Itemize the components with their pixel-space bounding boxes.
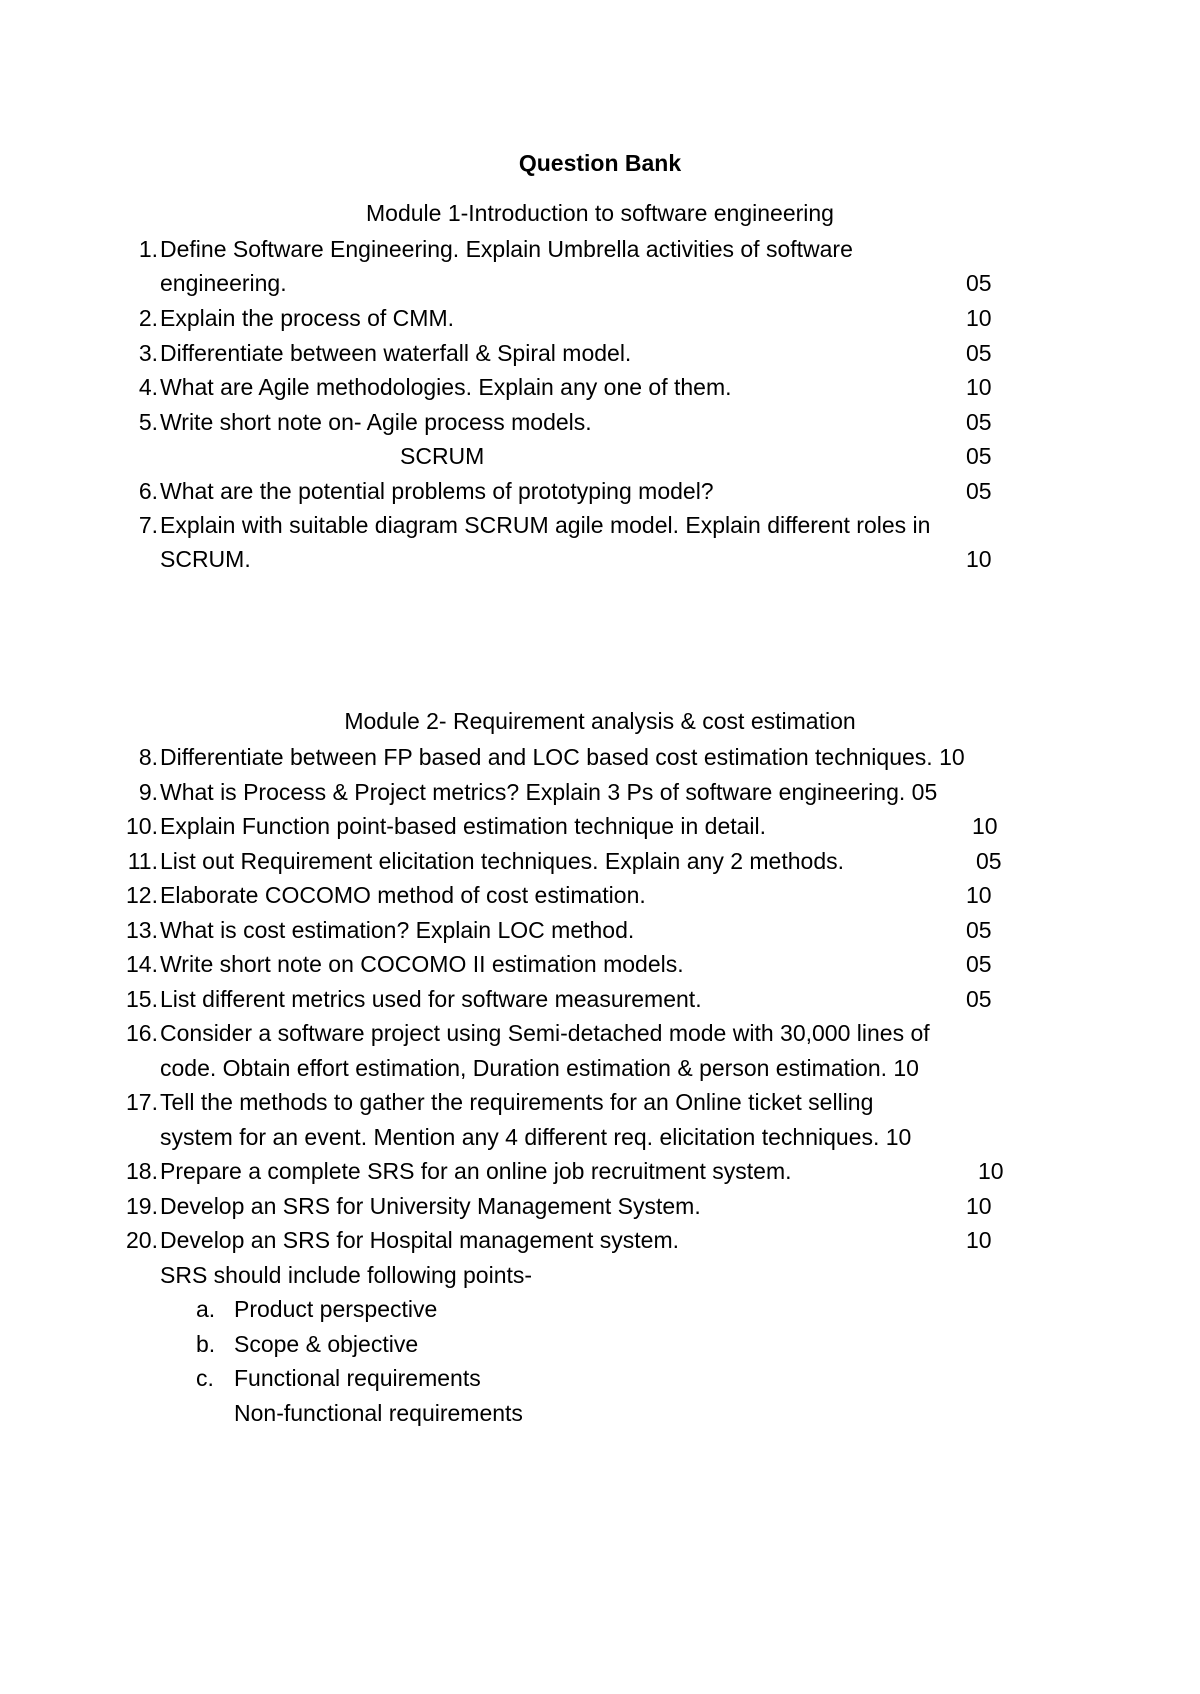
question-17 bbox=[0, 1085, 1200, 1119]
question-marks: 10 bbox=[966, 882, 992, 908]
question-8 bbox=[0, 740, 1200, 774]
question-7-continued bbox=[0, 542, 1200, 576]
question-marks: 05 bbox=[966, 409, 992, 435]
question-text: Define Software Engineering. Explain Umbrella activities of software bbox=[160, 236, 853, 262]
question-18 bbox=[0, 1154, 1200, 1188]
question-marks: 10 bbox=[966, 305, 992, 331]
question-text: Explain Function point-based estimation technique in detail. bbox=[160, 813, 767, 839]
question-20 bbox=[0, 1223, 1200, 1257]
question-text: Write short note on- Agile process models. bbox=[160, 409, 592, 435]
question-16-continued bbox=[0, 1051, 1200, 1085]
question-number: 15. bbox=[126, 986, 158, 1012]
question-1-continued bbox=[0, 266, 1200, 300]
srs-point-text: Functional requirements bbox=[234, 1365, 481, 1391]
question-text: Explain with suitable diagram SCRUM agile model. Explain different roles in bbox=[160, 512, 931, 538]
question-text: Differentiate between waterfall & Spiral model. bbox=[160, 340, 632, 366]
question-text-continued: code. Obtain effort estimation, Duration estimation & person estimation. 10 bbox=[160, 1055, 919, 1081]
question-number: 1. bbox=[138, 236, 158, 262]
question-4 bbox=[0, 370, 1200, 404]
question-number: 8. bbox=[138, 744, 158, 770]
module-2-heading: Module 2- Requirement analysis & cost estimation bbox=[344, 708, 856, 734]
question-text: What is cost estimation? Explain LOC method. bbox=[160, 917, 635, 943]
question-19 bbox=[0, 1189, 1200, 1223]
srs-point-letter: c. bbox=[196, 1365, 214, 1391]
question-number: 12. bbox=[126, 882, 158, 908]
question-14 bbox=[0, 947, 1200, 981]
srs-point-b bbox=[0, 1327, 1200, 1361]
page-title: Question Bank bbox=[518, 150, 682, 176]
question-subtopic: SCRUM bbox=[400, 443, 485, 469]
question-7 bbox=[0, 508, 1200, 542]
question-number: 18. bbox=[126, 1158, 158, 1184]
question-text: Consider a software project using Semi-detached mode with 30,000 lines of bbox=[160, 1020, 930, 1046]
question-marks: 05 bbox=[976, 848, 1002, 874]
question-marks: 05 bbox=[966, 951, 992, 977]
question-1 bbox=[0, 232, 1200, 266]
question-number: 7. bbox=[138, 512, 158, 538]
question-marks: 10 bbox=[966, 1227, 992, 1253]
question-number: 20. bbox=[126, 1227, 158, 1253]
srs-point-text: Product perspective bbox=[234, 1296, 438, 1322]
srs-point-letter: a. bbox=[196, 1296, 216, 1322]
question-number: 17. bbox=[126, 1089, 158, 1115]
question-text: List out Requirement elicitation techniques. Explain any 2 methods. bbox=[160, 848, 845, 874]
question-marks: 05 bbox=[966, 478, 992, 504]
question-marks: 10 bbox=[972, 813, 998, 839]
question-6 bbox=[0, 474, 1200, 508]
question-text: Develop an SRS for Hospital management system. bbox=[160, 1227, 680, 1253]
question-text: Develop an SRS for University Management System. bbox=[160, 1193, 701, 1219]
question-marks: 10 bbox=[966, 546, 992, 572]
srs-point-extra bbox=[0, 1396, 1200, 1430]
question-text: What are the potential problems of prototyping model? bbox=[160, 478, 714, 504]
question-text-continued: system for an event. Mention any 4 different req. elicitation techniques. 10 bbox=[160, 1124, 912, 1150]
question-9 bbox=[0, 775, 1200, 809]
question-number: 14. bbox=[126, 951, 158, 977]
question-text: Explain the process of CMM. bbox=[160, 305, 455, 331]
question-text: List different metrics used for software measurement. bbox=[160, 986, 702, 1012]
question-3 bbox=[0, 336, 1200, 370]
question-text: Tell the methods to gather the requirements for an Online ticket selling bbox=[160, 1089, 874, 1115]
question-marks: 10 bbox=[978, 1158, 1004, 1184]
question-number: 6. bbox=[138, 478, 158, 504]
srs-intro-text: SRS should include following points- bbox=[160, 1262, 533, 1288]
srs-point-text: Scope & objective bbox=[234, 1331, 419, 1357]
question-16 bbox=[0, 1016, 1200, 1050]
module-1-heading: Module 1-Introduction to software engineering bbox=[366, 200, 834, 226]
question-text: What is Process & Project metrics? Explain 3 Ps of software engineering. 05 bbox=[160, 779, 938, 805]
question-marks: 10 bbox=[966, 374, 992, 400]
question-text: What are Agile methodologies. Explain any one of them. bbox=[160, 374, 732, 400]
question-marks: 05 bbox=[966, 443, 992, 469]
srs-point-text: Non-functional requirements bbox=[234, 1400, 523, 1426]
question-number: 13. bbox=[126, 917, 158, 943]
srs-intro bbox=[0, 1258, 1200, 1292]
question-text: Prepare a complete SRS for an online job recruitment system. bbox=[160, 1158, 792, 1184]
question-number: 11. bbox=[127, 848, 158, 874]
question-number: 16. bbox=[126, 1020, 158, 1046]
question-text: Elaborate COCOMO method of cost estimation. bbox=[160, 882, 646, 908]
srs-point-letter: b. bbox=[196, 1331, 216, 1357]
question-13 bbox=[0, 913, 1200, 947]
question-number: 9. bbox=[138, 779, 158, 805]
question-marks: 05 bbox=[966, 986, 992, 1012]
question-number: 19. bbox=[126, 1193, 158, 1219]
question-text-continued: engineering. bbox=[160, 270, 287, 296]
srs-point-a bbox=[0, 1292, 1200, 1326]
question-number: 3. bbox=[138, 340, 158, 366]
question-12 bbox=[0, 878, 1200, 912]
question-11 bbox=[0, 844, 1200, 878]
question-15 bbox=[0, 982, 1200, 1016]
question-17-continued bbox=[0, 1120, 1200, 1154]
question-number: 4. bbox=[138, 374, 158, 400]
question-5-scrum bbox=[0, 439, 1200, 473]
question-marks: 10 bbox=[966, 1193, 992, 1219]
question-number: 2. bbox=[138, 305, 158, 331]
question-marks: 05 bbox=[966, 917, 992, 943]
question-10 bbox=[0, 809, 1200, 843]
question-number: 5. bbox=[138, 409, 158, 435]
question-text: Differentiate between FP based and LOC based cost estimation techniques. 10 bbox=[160, 744, 965, 770]
question-2 bbox=[0, 301, 1200, 335]
question-text: Write short note on COCOMO II estimation models. bbox=[160, 951, 684, 977]
question-number: 10. bbox=[126, 813, 158, 839]
question-marks: 05 bbox=[966, 340, 992, 366]
question-5 bbox=[0, 405, 1200, 439]
question-text-continued: SCRUM. bbox=[160, 546, 251, 572]
srs-point-c bbox=[0, 1361, 1200, 1395]
question-marks: 05 bbox=[966, 270, 992, 296]
